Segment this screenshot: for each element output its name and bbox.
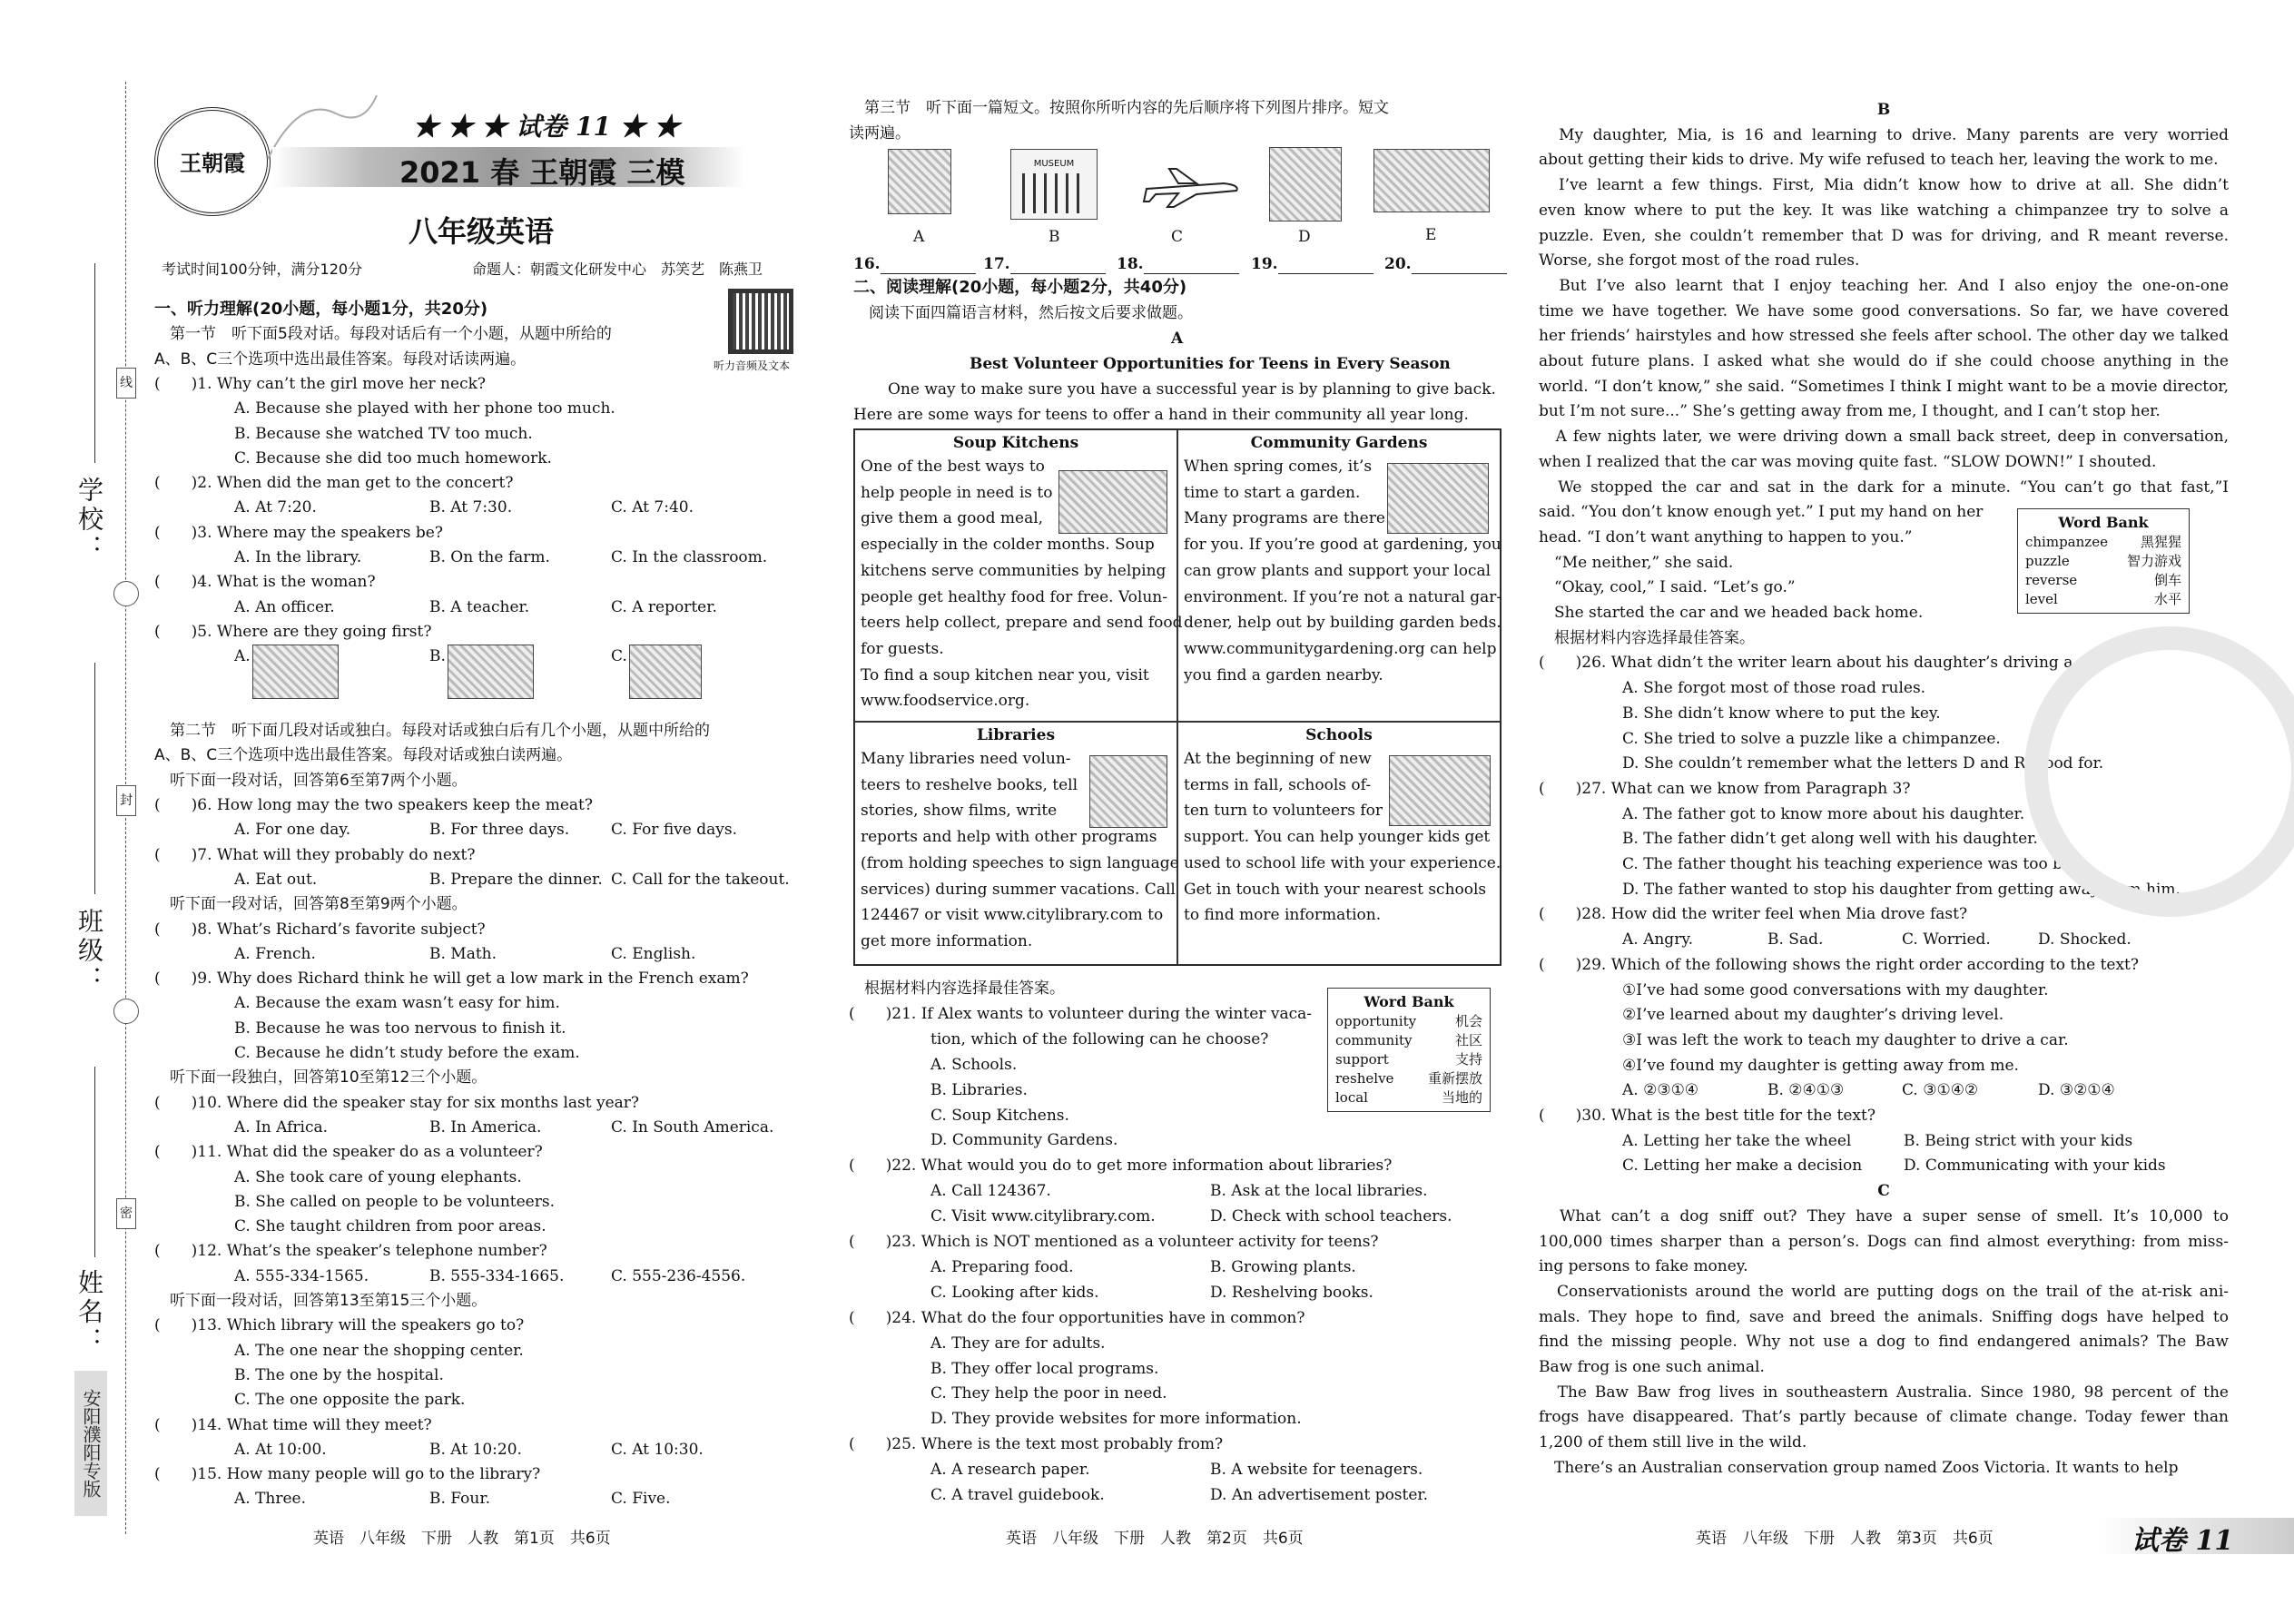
- option: A. Because the exam wasn’t easy for him.: [234, 994, 560, 1013]
- cell-line: environment. If you’re not a natural gar-: [1184, 587, 1502, 606]
- option-c: C. In South America.: [611, 1117, 774, 1137]
- option-c: C. Call for the takeout.: [611, 870, 790, 889]
- option-b: B. ②④①③: [1767, 1081, 1845, 1100]
- question: ( )11. What did the speaker do as a volunteer?: [154, 1143, 543, 1162]
- option-c: C. In the classroom.: [611, 548, 768, 566]
- section3-intro: 第三节 听下面一篇短文。按照你所听内容的先后顺序将下列图片排序。短文: [849, 99, 1389, 117]
- passage-a-p2: Here are some ways for teens to offer a hand in their community all year long.: [853, 406, 1469, 424]
- option-a: A. Angry.: [1622, 930, 1694, 950]
- exam-authors: 命题人：朝霞文化研发中心 苏笑艺 陈燕卫: [472, 261, 763, 278]
- binding-hole: [113, 999, 139, 1024]
- option-b: B. Growing plants.: [1210, 1257, 1356, 1276]
- blank-17[interactable]: 17.: [983, 254, 1106, 274]
- word-en: opportunity: [1335, 1013, 1417, 1029]
- option-a: C. Letting her make a decision: [1622, 1156, 1863, 1176]
- option-c: C. ③①④②: [1902, 1081, 1979, 1100]
- word-zh: 水平: [2153, 591, 2181, 607]
- paragraph-line: Worse, she forgot most of the road rules.: [1539, 251, 1860, 271]
- option-b: B. Math.: [429, 944, 497, 963]
- soup-title: Soup Kitchens: [952, 434, 1079, 452]
- option-c: C. At 10:30.: [611, 1440, 704, 1459]
- footer-page-2: 英语 八年级 下册 人教 第2页 共6页: [1006, 1530, 1304, 1548]
- option-a: A. Eat out.: [234, 870, 318, 889]
- cell-line: teers help collect, prepare and send food: [861, 614, 1183, 633]
- cell-line: services) during summer vacations. Call: [861, 880, 1176, 899]
- paragraph-line: find the missing people. Why not use a dog to find endangered animals? The Baw: [1539, 1333, 2229, 1352]
- paragraph-line: but I’m not sure...” She’s getting away from me, I thought, and I can’t stop her.: [1539, 402, 2161, 421]
- word-en: local: [1335, 1089, 1368, 1106]
- pic-option-a: A.: [234, 647, 251, 666]
- option-a: A. A research paper.: [930, 1461, 1090, 1480]
- question: ( )15. How many people will go to the library?: [154, 1465, 541, 1484]
- paragraph-line: Conservationists around the world are putting dogs on the trail of the at-risk ani-: [1539, 1282, 2229, 1301]
- cell-line: dener, help out by building garden beds.: [1184, 614, 1501, 633]
- word-bank-row: [2025, 533, 2181, 552]
- paragraph-line: We stopped the car and sat in the dark for a minute. “You can’t go that fast,”I: [1539, 477, 2229, 497]
- cell-line: At the beginning of new: [1184, 750, 1372, 768]
- cell-line: www.foodservice.org.: [861, 692, 1030, 711]
- name-line: [94, 1067, 95, 1257]
- option: B. She called on people to be volunteers.: [234, 1192, 555, 1211]
- word-bank-a: [1327, 988, 1491, 1112]
- column-1: [154, 0, 808, 1624]
- cell-line: One of the best ways to: [861, 458, 1045, 476]
- question: ( )2. When did the man get to the concert?: [154, 474, 514, 493]
- paragraph-line: What can’t a dog sniff out? They have a super sense of smell. It’s 10,000 to: [1539, 1206, 2229, 1225]
- volunteer-grid: [853, 428, 1501, 966]
- cell-line: When spring comes, it’s: [1184, 458, 1373, 476]
- question: ( )13. Which library will the speakers go to?: [154, 1316, 525, 1335]
- word-zh: 社区: [1454, 1032, 1482, 1048]
- option-a: A. For one day.: [234, 821, 351, 840]
- pic-label-a: A: [913, 228, 925, 246]
- subject-title: 八年级英语: [408, 214, 554, 249]
- paragraph-line: when I realized that the car was moving quite fast. “SLOW DOWN!” I shouted.: [1539, 452, 2157, 471]
- option: D. They provide websites for more information.: [930, 1410, 1302, 1429]
- question: ( )30. What is the best title for the text?: [1539, 1107, 1876, 1125]
- cell-line: (from holding speeches to sign language: [861, 853, 1179, 872]
- word-bank-row: [1335, 1088, 1482, 1107]
- paragraph-line: My daughter, Mia, is 16 and learning to drive. Many parents are very worried: [1539, 125, 2229, 144]
- cell-line: support. You can help younger kids get: [1184, 828, 1491, 847]
- word-zh: 黑猩猩: [2140, 534, 2181, 550]
- instruction: 根据材料内容选择最佳答案。: [849, 979, 1065, 998]
- cell-line: 124467 or visit www.citylibrary.com to: [861, 906, 1164, 925]
- cell-line: especially in the colder months. Soup: [861, 536, 1155, 555]
- question: ( )4. What is the woman?: [154, 573, 376, 592]
- passage-letter: C: [1877, 1182, 1890, 1201]
- exam-info: 考试时间100分钟，满分120分: [162, 261, 363, 278]
- option: ④I’ve found my daughter is getting away from me.: [1622, 1056, 2019, 1075]
- question: ( )24. What do the four opportunities have in common?: [849, 1308, 1305, 1327]
- paragraph-line: head. “I don’t want anything to happen to you.”: [1539, 527, 1913, 546]
- paragraph-line: 100,000 times sharper than a person’s. Dogs can find almost everything: from miss-: [1539, 1232, 2229, 1251]
- option-a: A. In Africa.: [234, 1117, 329, 1137]
- paragraph-line: about future plans. I asked what she would do if she could choose anything in the: [1539, 352, 2229, 370]
- instruction: 第二节 听下面几段对话或独白。每段对话或独白后有几个小题，从题中所给的: [154, 722, 710, 741]
- option: D. Community Gardens.: [930, 1131, 1118, 1150]
- option: tion, which of the following can he choose?: [930, 1029, 1269, 1048]
- option-a: A. In the library.: [234, 548, 362, 566]
- cell-line: used to school life with your experience.: [1184, 853, 1501, 872]
- option: D. She couldn’t remember what the letters D and R stood for.: [1622, 754, 2104, 773]
- paragraph-line: I’ve learnt a few things. First, Mia didn’t know how to drive at all. She didn’t: [1539, 176, 2229, 195]
- paragraph-line: There’s an Australian conservation group named Zoos Victoria. It wants to help: [1539, 1458, 2179, 1477]
- question: ( )9. Why does Richard think he will get a low mark in the French exam?: [154, 969, 749, 989]
- word-bank-b: [2017, 508, 2190, 614]
- option: ③I was left the work to teach my daughter to drive a car.: [1622, 1030, 2069, 1049]
- word-bank-row: [1335, 1069, 1482, 1088]
- option: C. The father thought his teaching experience was too bad.: [1622, 855, 2087, 873]
- word-zh: 机会: [1454, 1013, 1482, 1029]
- word-en: support: [1335, 1051, 1389, 1068]
- picture-c-airplane: [1142, 163, 1242, 209]
- cell-line: www.communitygardening.org can help: [1184, 639, 1497, 658]
- instruction: 听下面一段对话，回答第8至第9两个小题。: [154, 895, 468, 914]
- option-a: C. Visit www.citylibrary.com.: [930, 1207, 1156, 1226]
- option-a: A. At 7:20.: [234, 498, 317, 517]
- word-en: level: [2025, 591, 2058, 607]
- option: C. She taught children from poor areas.: [234, 1217, 546, 1236]
- option: A. The father got to know more about his daughter.: [1622, 804, 2025, 823]
- museum-sign: MUSEUM: [1033, 159, 1075, 169]
- word-en: community: [1335, 1032, 1413, 1048]
- option: ②I’ve learned about my daughter’s driving level.: [1622, 1006, 2004, 1025]
- question: ( )27. What can we know from Paragraph 3?: [1539, 779, 1911, 798]
- schools-photo: [1389, 755, 1491, 826]
- option-c: C. A reporter.: [611, 597, 717, 616]
- paragraph-line: A few nights later, we were driving down a small back street, deep in conversation,: [1539, 428, 2229, 447]
- option-a: C. A travel guidebook.: [930, 1486, 1105, 1504]
- option-b: D. Communicating with your kids: [1904, 1156, 2166, 1176]
- picture-d: [1269, 147, 1342, 221]
- cell-line: time to start a garden.: [1184, 483, 1361, 502]
- option-d: D. Shocked.: [2038, 930, 2132, 950]
- option-a: A. ②③①④: [1622, 1081, 1699, 1100]
- paragraph-line: But I’ve also learnt that I enjoy teaching her. And I also enjoy the one-on-one: [1539, 276, 2229, 295]
- option-a: A. Three.: [234, 1490, 307, 1509]
- picture-a: [888, 149, 951, 214]
- blank-16[interactable]: 16.: [853, 254, 976, 274]
- school-label: 学校：: [74, 477, 104, 564]
- word-zh: 倒车: [2153, 572, 2181, 588]
- word-en: puzzle: [2025, 553, 2070, 569]
- option-c: C. 555-236-4556.: [611, 1266, 746, 1285]
- option: B. She didn’t know where to put the key.: [1622, 704, 1941, 723]
- cell-line: teers to reshelve books, tell: [861, 775, 1078, 794]
- paragraph-line: world. “I don’t know,” she said. “Sometimes I think I might want to be a movie director,: [1539, 377, 2229, 396]
- paragraph-line: 1,200 of them still live in the wild.: [1539, 1433, 1807, 1452]
- option-c: C. At 7:40.: [611, 498, 694, 517]
- option: B. Libraries.: [930, 1080, 1028, 1099]
- cell-line: terms in fall, schools of-: [1184, 775, 1372, 794]
- word-bank-row: [1335, 1050, 1482, 1069]
- paragraph-line: said. “You don’t know enough yet.” I put my hand on her: [1539, 503, 1984, 522]
- option-c: C. English.: [611, 944, 696, 963]
- option: B. Because he was too nervous to finish it.: [234, 1019, 566, 1038]
- word-bank-row: [2025, 590, 2181, 609]
- class-label: 班级：: [74, 908, 104, 995]
- cell-line: get more information.: [861, 931, 1033, 950]
- word-zh: 重新摆放: [1427, 1070, 1482, 1087]
- cell-libraries: [854, 722, 1177, 965]
- option: B. They offer local programs.: [930, 1359, 1159, 1378]
- cell-line: stories, show films, write: [861, 802, 1058, 821]
- option: A. The one near the shopping center.: [234, 1341, 524, 1360]
- option: ①I’ve had some good conversations with my daughter.: [1622, 980, 2049, 999]
- option-b: B. At 7:30.: [429, 498, 513, 517]
- cell-soup-kitchens: [854, 429, 1183, 722]
- cell-line: reports and help with other programs: [861, 828, 1157, 847]
- paragraph-line: mals. They hope to find, save and breed the animals. Sniffing dogs have helped to: [1539, 1307, 2229, 1326]
- option-b: B. At 10:20.: [429, 1440, 522, 1459]
- question: ( )26. What didn’t the writer learn about his daughter’s driving a car?: [1539, 654, 2112, 673]
- option-b: B. For three days.: [429, 821, 570, 840]
- question: ( )8. What’s Richard’s favorite subject?: [154, 920, 486, 939]
- option: C. Because she did too much homework.: [234, 448, 552, 468]
- option: B. Because she watched TV too much.: [234, 424, 533, 443]
- paragraph-line: puzzle. Even, she couldn’t remember that D was for driving, and R meant reverse.: [1539, 226, 2229, 245]
- word-zh: 智力游戏: [2126, 553, 2181, 569]
- question: ( )1. Why can’t the girl move her neck?: [154, 374, 487, 393]
- pic-label-e: E: [1425, 226, 1437, 244]
- option-b: B. Ask at the local libraries.: [1210, 1182, 1428, 1201]
- picture-e: [1373, 149, 1490, 212]
- option-b: B. Being strict with your kids: [1904, 1131, 2133, 1150]
- instruction: 听下面一段对话，回答第13至第15三个小题。: [154, 1292, 487, 1310]
- option-b: B. Prepare the dinner.: [429, 870, 603, 889]
- listening-picture: [448, 645, 534, 699]
- cell-line: for guests.: [861, 639, 944, 658]
- option-c: C. For five days.: [611, 821, 737, 840]
- cell-schools: [1177, 722, 1501, 965]
- libraries-photo: [1089, 755, 1167, 828]
- question: ( )14. What time will they meet?: [154, 1415, 432, 1434]
- option-c: C. Worried.: [1902, 930, 1991, 950]
- option-b: B. On the farm.: [429, 548, 550, 566]
- option: A. Because she played with her phone too much.: [234, 399, 615, 418]
- option: C. The one opposite the park.: [234, 1391, 466, 1410]
- cut-mark-secret: 密: [116, 1198, 136, 1229]
- instruction: A、B、C三个选项中选出最佳答案。每段对话读两遍。: [154, 349, 527, 369]
- cell-line: for you. If you’re good at gardening, you: [1184, 536, 1501, 555]
- paragraph-line: about getting their kids to drive. My wife refused to teach her, leaving the work to me.: [1539, 151, 2219, 170]
- option-a: A. French.: [234, 944, 316, 963]
- class-line: [94, 663, 95, 894]
- pic-label-d: D: [1298, 228, 1311, 246]
- qr-caption: 听力音频及文本: [714, 359, 791, 372]
- option: A. They are for adults.: [930, 1334, 1106, 1353]
- question: ( )3. Where may the speakers be?: [154, 523, 443, 542]
- cell-community-gardens: [1177, 429, 1501, 722]
- binding-hole: [113, 581, 139, 606]
- region-label: 安阳濮阳专版: [74, 1371, 107, 1516]
- cell-line: to find more information.: [1184, 906, 1382, 925]
- pic-label-b: B: [1049, 228, 1060, 246]
- cell-line: Many libraries need volun-: [861, 750, 1071, 768]
- option: A. She forgot most of those road rules.: [1622, 679, 1926, 698]
- picture-b-museum: [1010, 149, 1098, 220]
- school-line: [94, 263, 95, 463]
- cell-line: can grow plants and support your local: [1184, 561, 1492, 580]
- option-a: A. 555-334-1565.: [234, 1266, 369, 1285]
- passage-a-title: Best Volunteer Opportunities for Teens in Every Season: [970, 355, 1451, 373]
- question: ( )12. What’s the speaker’s telephone number?: [154, 1242, 547, 1261]
- option-b: D. Check with school teachers.: [1210, 1207, 1452, 1226]
- word-bank-b-title: Word Bank: [2058, 514, 2149, 531]
- footer-page-1: 英语 八年级 下册 人教 第1页 共6页: [313, 1530, 611, 1548]
- question: ( )28. How did the writer feel when Mia drove fast?: [1539, 905, 1968, 924]
- cell-line: ten turn to volunteers for: [1184, 802, 1383, 821]
- option: D. The father wanted to stop his daughter from getting away from him.: [1622, 880, 2181, 899]
- blank-18[interactable]: 18.: [1117, 254, 1239, 274]
- passage-a-p1: One way to make sure you have a successful year is by planning to give back.: [888, 380, 1496, 399]
- option-c: C. Five.: [611, 1490, 671, 1509]
- word-bank-row: [2025, 552, 2181, 571]
- option-b: B. A teacher.: [429, 597, 530, 616]
- option-b: B. Four.: [429, 1490, 491, 1509]
- paragraph-line: time we have together. We have some good conversations. So far, we have covered: [1539, 301, 2229, 320]
- libraries-title: Libraries: [976, 726, 1056, 744]
- word-bank-row: [1335, 1031, 1482, 1050]
- word-zh: 当地的: [1441, 1089, 1482, 1106]
- paragraph-line: her friends’ hairstyles and how stressed she feels after school. The other day we talked: [1539, 327, 2229, 346]
- option: B. The father didn’t get along well with his daughter.: [1622, 830, 2038, 849]
- footer-page-3: 英语 八年级 下册 人教 第3页 共6页: [1696, 1530, 1994, 1548]
- section2-intro: 阅读下面四篇语言材料，然后按文后要求做题。: [853, 304, 1193, 322]
- listening-picture: [252, 645, 339, 699]
- cut-mark-seal: 封: [116, 785, 136, 816]
- paragraph-line: “Me neither,” she said.: [1539, 553, 1734, 572]
- paragraph-line: even know where to put the key. It was like watching a chimpanzee try to solve a: [1539, 201, 2229, 220]
- option: C. She tried to solve a puzzle like a chimpanzee.: [1622, 729, 2001, 748]
- paragraph-line: “Okay, cool,” I said. “Let’s go.”: [1539, 578, 1796, 597]
- word-bank-row: [1335, 1012, 1482, 1031]
- name-label: 姓名：: [74, 1269, 104, 1356]
- instruction: 听下面一段对话，回答第6至第7两个小题。: [154, 771, 468, 790]
- option-b: D. Reshelving books.: [1210, 1283, 1373, 1302]
- option-a: A. Preparing food.: [930, 1257, 1074, 1276]
- logo-text: 王朝霞: [180, 151, 245, 176]
- soup-photo: [1058, 470, 1167, 534]
- question: ( )5. Where are they going first?: [154, 622, 432, 641]
- instruction: 第一节 听下面5段对话。每段对话后有一个小题，从题中所给的: [154, 325, 612, 344]
- word-en: reshelve: [1335, 1070, 1394, 1087]
- cell-line: To find a soup kitchen near you, visit: [861, 665, 1149, 684]
- instruction: A、B、C三个选项中选出最佳答案。每段对话或独白读两遍。: [154, 746, 573, 765]
- paragraph-line: Baw frog is one such animal.: [1539, 1358, 1765, 1376]
- option: A. She took care of young elephants.: [234, 1167, 522, 1186]
- cell-line: people get healthy food for free. Volun-: [861, 587, 1167, 606]
- option-b: D. An advertisement poster.: [1210, 1486, 1429, 1504]
- question: ( )29. Which of the following shows the right order according to the text?: [1539, 955, 2139, 974]
- schools-title: Schools: [1305, 726, 1373, 744]
- garden-photo: [1387, 463, 1489, 534]
- section2-title: 二、阅读理解(20小题，每小题2分，共40分): [853, 278, 1187, 297]
- pic-option-c: C.: [611, 647, 627, 666]
- cut-mark-line: 线: [116, 368, 136, 399]
- cell-line: Get in touch with your nearest schools: [1184, 880, 1487, 899]
- cell-line: help people in need is to: [861, 483, 1053, 502]
- section3-intro-2: 读两遍。: [849, 124, 911, 143]
- question: ( )23. Which is NOT mentioned as a volunteer activity for teens?: [849, 1233, 1379, 1251]
- word-bank-row: [2025, 571, 2181, 590]
- question: ( )7. What will they probably do next?: [154, 845, 476, 864]
- question: ( )6. How long may the two speakers keep the meat?: [154, 796, 593, 814]
- option-a: A. Call 124367.: [930, 1182, 1051, 1201]
- option-b: B. In America.: [429, 1117, 542, 1137]
- cell-line: give them a good meal,: [861, 509, 1044, 528]
- question: ( )25. Where is the text most probably from?: [849, 1435, 1224, 1454]
- series-label: ★ ★ ★ 试卷 11 ★ ★: [413, 112, 680, 142]
- paragraph-line: She started the car and we headed back home.: [1539, 604, 1924, 622]
- option: A. Schools.: [930, 1055, 1018, 1074]
- instruction: 根据材料内容选择最佳答案。: [1539, 628, 1755, 647]
- word-en: reverse: [2025, 572, 2078, 588]
- option-b: B. 555-334-1665.: [429, 1266, 565, 1285]
- option-a: C. Looking after kids.: [930, 1283, 1099, 1302]
- footer-tag: 试卷 11: [2132, 1525, 2234, 1557]
- word-zh: 支持: [1454, 1051, 1482, 1068]
- question: ( )21. If Alex wants to volunteer during the winter vaca-: [849, 1004, 1312, 1023]
- option-b: B. A website for teenagers.: [1210, 1461, 1423, 1480]
- cell-line: kitchens serve communities by helping: [861, 561, 1167, 580]
- word-en: chimpanzee: [2025, 534, 2108, 550]
- option-d: D. ③②①④: [2038, 1081, 2115, 1100]
- word-bank-a-title: Word Bank: [1364, 993, 1454, 1010]
- pic-label-c: C: [1171, 228, 1184, 246]
- passage-letter: B: [1876, 101, 1891, 119]
- option: C. Soup Kitchens.: [930, 1106, 1069, 1125]
- question: ( )22. What would you do to get more information about libraries?: [849, 1156, 1393, 1176]
- option: C. They help the poor in need.: [930, 1384, 1167, 1403]
- blank-19[interactable]: 19.: [1251, 254, 1373, 274]
- option: C. Because he didn’t study before the exam.: [234, 1044, 580, 1062]
- question: ( )10. Where did the speaker stay for six months last year?: [154, 1093, 640, 1112]
- garden-title: Community Gardens: [1250, 434, 1428, 452]
- option-a: A. At 10:00.: [234, 1440, 327, 1459]
- option-a: A. Letting her take the wheel: [1622, 1131, 1852, 1150]
- exam-title: 2021 春 王朝霞 三模: [399, 155, 685, 190]
- pic-option-b: B.: [429, 647, 446, 666]
- blank-20[interactable]: 20.: [1384, 254, 1507, 274]
- option-b: B. Sad.: [1767, 930, 1824, 950]
- paragraph-line: The Baw Baw frog lives in southeastern Australia. Since 1980, 98 percent of the: [1539, 1383, 2229, 1402]
- paragraph-line: frogs have disappeared. That’s partly because of climate change. Today fewer than: [1539, 1408, 2229, 1427]
- cell-line: you find a garden nearby.: [1184, 665, 1383, 684]
- passage-a-letter: A: [1171, 330, 1184, 348]
- cell-line: Many programs are there: [1184, 509, 1385, 528]
- listening-picture: [629, 645, 702, 699]
- option: B. The one by the hospital.: [234, 1365, 444, 1384]
- instruction: 听下面一段独白，回答第10至第12三个小题。: [154, 1068, 487, 1088]
- paragraph-line: ing persons to fake money.: [1539, 1257, 1748, 1276]
- section-title: 一、听力理解(20小题，每小题1分，共20分): [154, 300, 488, 319]
- option-a: A. An officer.: [234, 597, 335, 616]
